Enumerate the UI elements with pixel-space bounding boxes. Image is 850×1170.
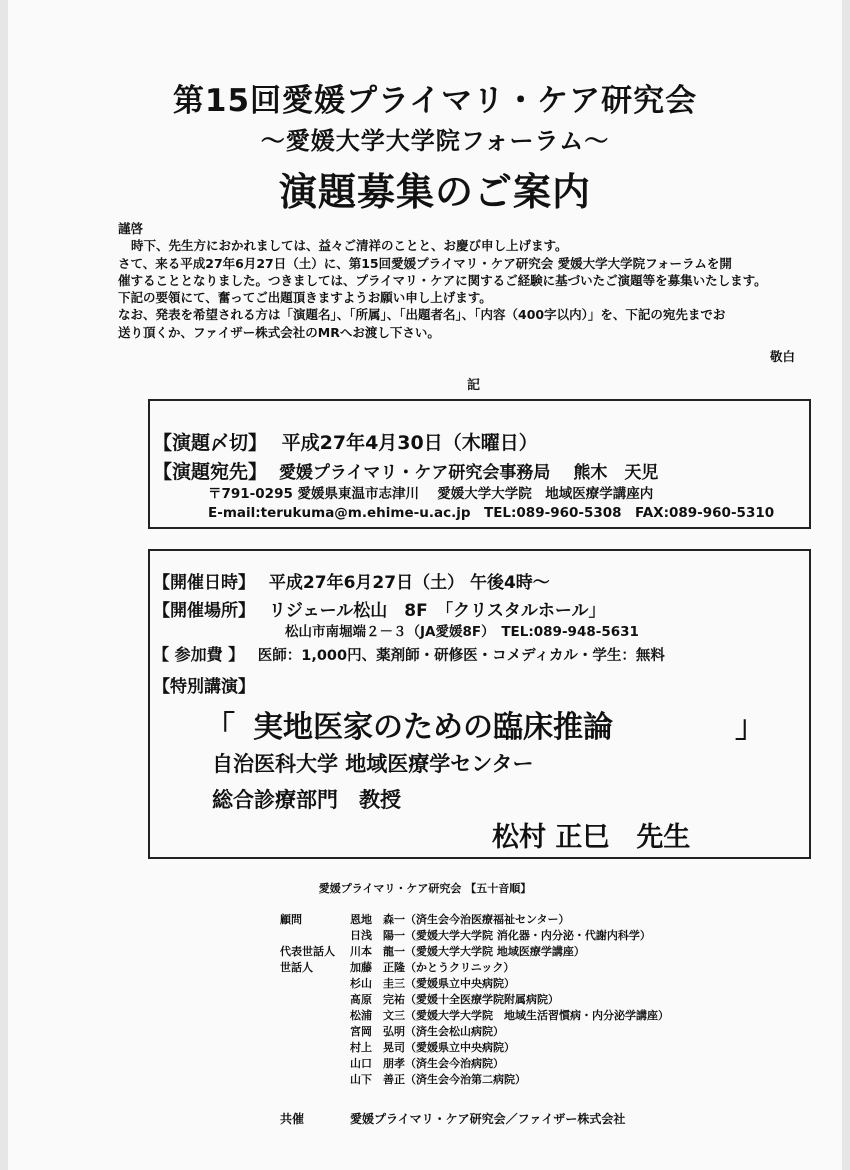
member-affiliation: （愛媛大学大学院 地域医療学講座） <box>405 945 585 958</box>
committee-heading: 愛媛プライマリ・ケア研究会 【五十音順】 <box>318 882 532 895</box>
speaker-name: 松村 正巳 先生 <box>492 822 691 853</box>
address-row <box>153 457 658 484</box>
venue-row <box>153 596 606 621</box>
member-affiliation: （愛媛県立中央病院） <box>405 1041 515 1054</box>
postal-address: 〒791-0295 愛媛県東温市志津川 愛媛大学大学院 地域医療学講座内 <box>208 486 654 502</box>
committee-member <box>350 991 559 1007</box>
member-affiliation: （愛媛大学大学院 地域生活習慣病・内分泌学講座） <box>405 1009 669 1022</box>
address-value: 愛媛プライマリ・ケア研究会事務局 熊木 天児 <box>278 463 659 483</box>
title-line-3: 演題募集のご案内 <box>278 170 591 214</box>
committee-member <box>350 1055 504 1071</box>
title-line-2: ～愛媛大学大学院フォーラム～ <box>260 127 610 155</box>
committee-role: 世話人 <box>280 961 313 974</box>
invitation-letter <box>118 220 808 341</box>
lecture-label: 【特別講演】 <box>153 677 255 697</box>
deadline-label: 【演題〆切】 <box>153 432 268 454</box>
member-name: 山口 朋孝 <box>350 1057 405 1070</box>
speaker-affiliation-1: 自治医科大学 地域医療学センター <box>212 752 534 776</box>
cosponsor-label: 共催 <box>280 1112 305 1126</box>
member-name: 山下 善正 <box>350 1073 405 1086</box>
member-name: 杉山 圭三 <box>350 977 405 990</box>
date-row <box>153 568 550 593</box>
address-label: 【演題宛先】 <box>153 461 268 483</box>
venue-label: 【開催場所】 <box>153 601 255 621</box>
committee-member <box>350 1039 515 1055</box>
member-name: 恩地 森一 <box>350 913 405 926</box>
member-affiliation: （済生会今治第二病院） <box>405 1073 526 1086</box>
letter-line: さて、来る平成27年6月27日（土）に、第15回愛媛プライマリ・ケア研究会 愛媛大学大学院フォーラムを開 <box>118 255 732 271</box>
letter-line: 下記の要領にて、奮ってご出題頂きますようお願い申し上げます。 <box>118 290 492 306</box>
venue-value: リジェール松山 8F 「クリスタルホール」 <box>268 601 606 621</box>
lecture-open-bracket: 「 <box>205 710 235 745</box>
member-affiliation: （愛媛県立中央病院） <box>405 977 515 990</box>
date-label: 【開催日時】 <box>153 573 255 593</box>
member-affiliation: （済生会今治医療福祉センター） <box>405 913 570 926</box>
letter-line: なお、発表を希望される方は「演題名」、「所属」、「出題者名」、「内容（400字以内）」を、下記の宛先までお <box>118 307 726 323</box>
lecture-title: 実地医家のための臨床推論 <box>253 710 613 745</box>
member-name: 村上 晃司 <box>350 1041 405 1054</box>
deadline-value: 平成27年4月30日（木曜日） <box>281 432 538 454</box>
member-name: 日浅 陽一 <box>350 929 405 942</box>
committee-member <box>350 1071 526 1087</box>
letter-closing: 敬白 <box>770 349 796 364</box>
member-name: 加藤 正隆 <box>350 961 405 974</box>
committee-member <box>350 911 570 927</box>
fee-row <box>153 642 665 665</box>
member-name: 髙原 完祐 <box>350 993 405 1006</box>
letter-opening: 謹啓 <box>118 221 144 236</box>
committee-member <box>350 975 515 991</box>
date-value: 平成27年6月27日（土） 午後4時～ <box>268 573 550 593</box>
contact-line: E-mail:terukuma@m.ehime-u.ac.jp TEL:089-960-5308 FAX:089-960-5310 <box>208 505 775 521</box>
committee-role: 代表世話人 <box>280 945 335 958</box>
ki-heading: 記 <box>467 378 481 393</box>
committee-member <box>350 1007 669 1023</box>
speaker-affiliation-2: 総合診療部門 教授 <box>212 788 401 812</box>
member-affiliation: （愛媛十全医療学院附属病院） <box>405 993 559 1006</box>
committee-role: 顧問 <box>280 913 302 926</box>
venue-address: 松山市南堀端２－３（JA愛媛8F） TEL:089-948-5631 <box>285 624 639 640</box>
member-affiliation: （済生会今治病院） <box>405 1057 504 1070</box>
member-affiliation: （愛媛大学大学院 消化器・内分泌・代謝内科学） <box>405 929 651 942</box>
committee-member <box>350 943 585 959</box>
fee-label: 【 参加費 】 <box>153 645 245 664</box>
deadline-row <box>153 428 538 455</box>
member-affiliation: （済生会松山病院） <box>405 1025 504 1038</box>
lecture-close-bracket: 」 <box>735 710 765 745</box>
member-name: 松浦 文三 <box>350 1009 405 1022</box>
title-line-1: 第15回愛媛プライマリ・ケア研究会 <box>172 83 698 119</box>
member-name: 川本 龍一 <box>350 945 405 958</box>
committee-member <box>350 959 514 975</box>
committee-member <box>350 927 651 943</box>
committee-member <box>350 1023 504 1039</box>
letter-line: 送り頂くか、ファイザー株式会社のMRへお渡し下さい。 <box>118 324 440 340</box>
fee-value: 医師：1,000円、薬剤師・研修医・コメディカル・学生：無料 <box>257 648 665 664</box>
member-name: 宮岡 弘明 <box>350 1025 405 1038</box>
letter-line: 時下、先生方におかれましては、益々ご清祥のことと、お慶び申し上げます。 <box>131 238 568 254</box>
letter-line: 催することとなりました。つきましては、プライマリ・ケアに関するご経験に基づいたご演題等を募集いたします。 <box>118 272 767 288</box>
member-affiliation: （かとうクリニック） <box>405 961 515 974</box>
cosponsor-value: 愛媛プライマリ・ケア研究会／ファイザー株式会社 <box>350 1112 626 1126</box>
